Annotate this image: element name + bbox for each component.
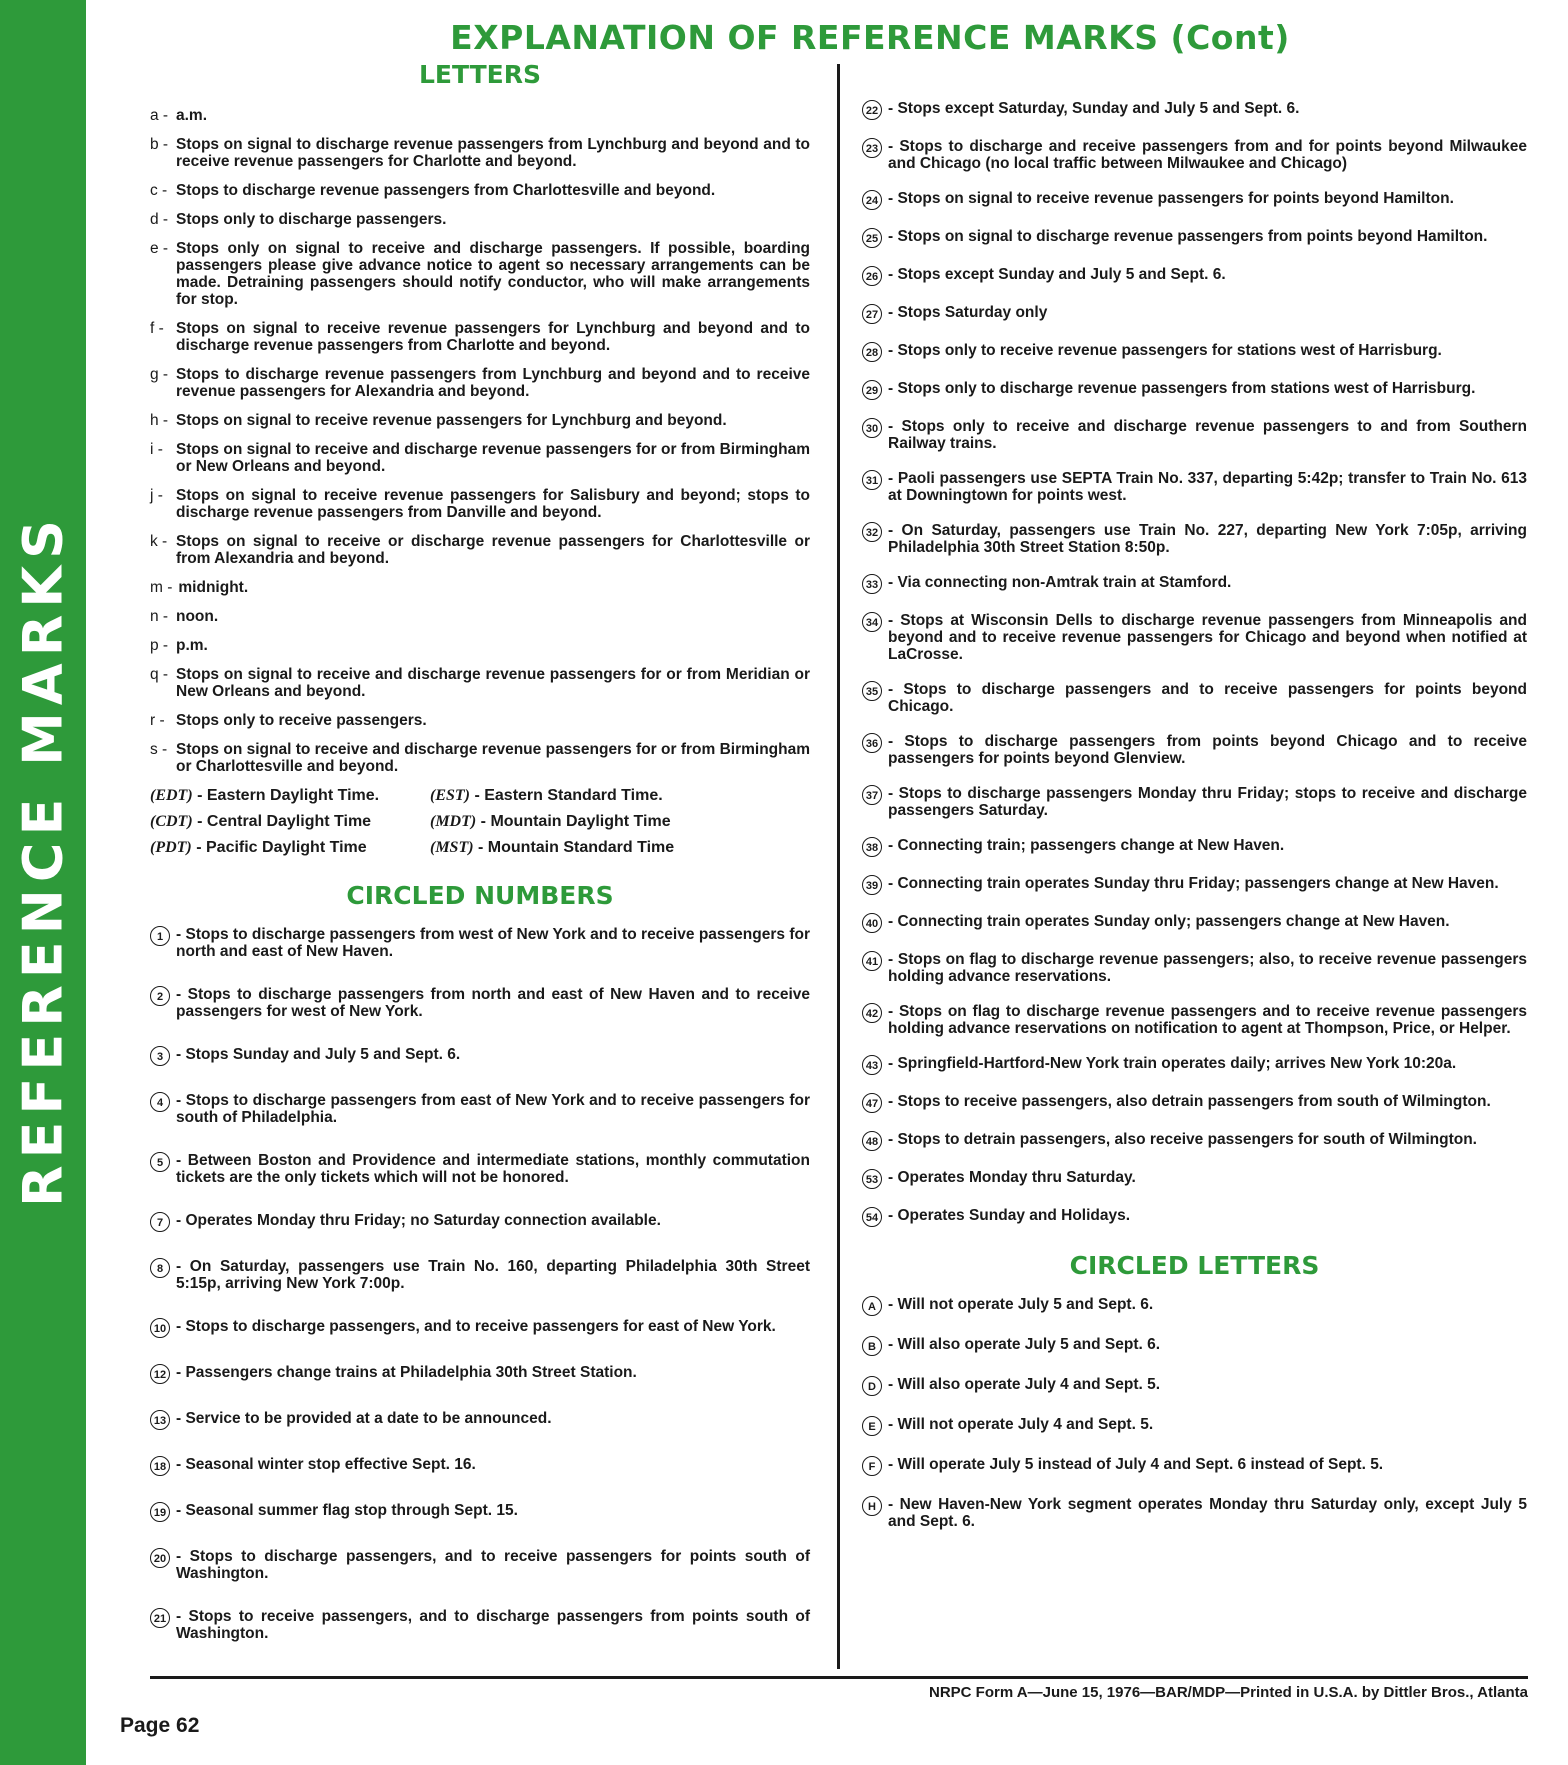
reference-mark-item [862, 1131, 1527, 1151]
mark-description: - Stops to discharge passengers, and to receive passengers for east of New York. [176, 1318, 776, 1335]
circled-mark: 7 [150, 1212, 170, 1232]
circled-mark: 34 [862, 612, 882, 632]
circled-mark: 20 [150, 1548, 170, 1568]
letter-mark: i - [150, 441, 163, 458]
mark-description: - New Haven-New York segment operates Monday thru Saturday only, except July 5 and Sept. 6. [888, 1496, 1527, 1530]
circled-mark: 8 [150, 1258, 170, 1278]
circled-mark: D [862, 1376, 882, 1396]
mark-description: - Operates Sunday and Holidays. [888, 1207, 1131, 1224]
mark-description: - Stops only to discharge revenue passengers from stations west of Harrisburg. [888, 380, 1476, 397]
reference-mark-item [862, 1055, 1527, 1075]
mark-description: - Connecting train operates Sunday thru Friday; passengers change at New Haven. [888, 875, 1499, 892]
letter-mark: f - [150, 320, 164, 337]
timezone-row [150, 839, 810, 857]
mark-wrapper [862, 190, 882, 210]
reference-mark-item [862, 1376, 1527, 1396]
mark-wrapper [862, 1131, 882, 1151]
mark-wrapper [150, 1364, 170, 1384]
circled-mark: 29 [862, 380, 882, 400]
reference-mark-item [150, 320, 810, 354]
mark-description: Stops only to receive passengers. [176, 712, 427, 729]
circled-mark: 27 [862, 304, 882, 324]
mark-description: - Stops on signal to discharge revenue passengers from points beyond Hamilton. [888, 228, 1488, 245]
mark-wrapper [150, 1258, 170, 1278]
mark-description: - Springfield-Hartford-New York train operates daily; arrives New York 10:20a. [888, 1055, 1457, 1072]
mark-description: Stops on signal to receive and discharge revenue passengers for or from Birmingham or New Orleans and beyond. [176, 441, 810, 475]
letter-mark: b - [150, 136, 169, 153]
mark-description: - Service to be provided at a date to be announced. [176, 1410, 552, 1427]
circled-mark: 41 [862, 951, 882, 971]
reference-mark-item [150, 240, 810, 308]
circled-mark: 28 [862, 342, 882, 362]
mark-wrapper [150, 1410, 170, 1430]
reference-mark-item [150, 441, 810, 475]
left-column [150, 60, 810, 1668]
mark-wrapper [862, 1003, 882, 1023]
reference-mark-item [862, 228, 1527, 248]
mark-description: - Connecting train; passengers change at New Haven. [888, 837, 1285, 854]
letters-heading: LETTERS [418, 60, 542, 89]
mark-description: - Stops to receive passengers, also detrain passengers from south of Wilmington. [888, 1093, 1491, 1110]
mark-description: - Stops except Saturday, Sunday and July 5 and Sept. 6. [888, 100, 1300, 117]
mark-description: - Stops on flag to discharge revenue passengers and to receive revenue passengers holding advance reservations on notification to agent at Thompson, Price, or Helper. [888, 1003, 1527, 1037]
mark-wrapper [862, 100, 882, 120]
mark-description: - Stops on flag to discharge revenue passengers; also, to receive revenue passengers holding advance reservations. [888, 951, 1527, 985]
letter-mark: a - [150, 107, 169, 124]
reference-mark-item [862, 1456, 1527, 1476]
mark-wrapper [150, 1456, 170, 1476]
circled-mark: 25 [862, 228, 882, 248]
reference-mark-item [150, 1548, 810, 1582]
mark-wrapper [862, 733, 882, 753]
circled-mark: 54 [862, 1207, 882, 1227]
mark-description: - Will operate July 5 instead of July 4 and Sept. 6 instead of Sept. 5. [888, 1456, 1384, 1473]
mark-description: - Will not operate July 4 and Sept. 5. [888, 1416, 1154, 1433]
circled-numbers-right-list [862, 100, 1527, 1227]
mark-description: Stops on signal to receive revenue passengers for Lynchburg and beyond. [176, 412, 727, 429]
reference-mark-item [150, 412, 810, 429]
mark-wrapper [862, 1169, 882, 1189]
circled-mark: 35 [862, 681, 882, 701]
reference-mark-item [862, 470, 1527, 504]
circled-letters-heading: CIRCLED LETTERS [1069, 1251, 1320, 1280]
mark-description: - Stops to discharge passengers from west of New York and to receive passengers for north and east of New Haven. [176, 926, 810, 960]
mark-wrapper [150, 1152, 170, 1172]
letter-mark: q - [150, 666, 169, 683]
mark-description: - Stops to detrain passengers, also receive passengers for south of Wilmington. [888, 1131, 1477, 1148]
mark-description: Stops on signal to receive revenue passengers for Salisbury and beyond; stops to discharge revenue passengers from Danville and beyond. [176, 487, 810, 521]
mark-wrapper [862, 837, 882, 857]
mark-description: p.m. [176, 637, 208, 654]
mark-description: - Stops to receive passengers, and to discharge passengers from points south of Washington. [176, 1608, 810, 1642]
timezone-table [150, 787, 810, 857]
reference-mark-item [862, 837, 1527, 857]
mark-description: - Stops Sunday and July 5 and Sept. 6. [176, 1046, 461, 1063]
circled-mark: 30 [862, 418, 882, 438]
reference-mark-item [150, 1456, 810, 1476]
reference-mark-item [862, 1093, 1527, 1113]
mark-wrapper [150, 926, 170, 946]
circled-mark: 23 [862, 138, 882, 158]
circled-mark: E [862, 1416, 882, 1436]
mark-description: - Via connecting non-Amtrak train at Stamford. [888, 574, 1232, 591]
mark-wrapper [862, 522, 882, 542]
letter-mark: p - [150, 637, 169, 654]
mark-description: - Stops to discharge passengers and to receive passengers for points beyond Chicago. [888, 681, 1527, 715]
reference-mark-item [150, 1502, 810, 1522]
mark-description: - Stops on signal to receive revenue passengers for points beyond Hamilton. [888, 190, 1454, 207]
reference-mark-item [862, 875, 1527, 895]
mark-wrapper [862, 266, 882, 286]
mark-description: - Between Boston and Providence and intermediate stations, monthly commutation tickets are the only tickets which will not be honored. [176, 1152, 810, 1186]
circled-mark: 39 [862, 875, 882, 895]
circled-mark: 47 [862, 1093, 882, 1113]
right-column [862, 100, 1527, 1550]
circled-mark: 18 [150, 1456, 170, 1476]
reference-mark-item [150, 1092, 810, 1126]
letter-mark: n - [150, 608, 169, 625]
circled-mark: 24 [862, 190, 882, 210]
reference-mark-item [150, 487, 810, 521]
circled-mark: 2 [150, 986, 170, 1006]
mark-description: - Connecting train operates Sunday only; passengers change at New Haven. [888, 913, 1450, 930]
mark-wrapper [862, 418, 882, 438]
reference-mark-item [862, 1296, 1527, 1316]
mark-description: a.m. [176, 107, 208, 124]
reference-mark-item [150, 1152, 810, 1186]
reference-mark-item [862, 681, 1527, 715]
reference-mark-item [862, 380, 1527, 400]
letters-list [150, 107, 810, 775]
mark-wrapper [150, 986, 170, 1006]
mark-wrapper [862, 1207, 882, 1227]
letter-mark: r - [150, 712, 165, 729]
footer-rule [150, 1676, 1528, 1679]
mark-wrapper [862, 470, 882, 490]
mark-wrapper [150, 1212, 170, 1232]
circled-mark: F [862, 1456, 882, 1476]
mark-description: - Paoli passengers use SEPTA Train No. 337, departing 5:42p; transfer to Train No. 613 at Downingtown for points west. [888, 470, 1527, 504]
mark-description: - Stops except Sunday and July 5 and Sept. 6. [888, 266, 1226, 283]
mark-description: - On Saturday, passengers use Train No. 160, departing Philadelphia 30th Street 5:15p, arriving New York 7:00p. [176, 1258, 810, 1292]
mark-wrapper [862, 1376, 882, 1396]
reference-mark-item [150, 1258, 810, 1292]
letter-mark: d - [150, 211, 169, 228]
circled-numbers-heading: CIRCLED NUMBERS [346, 881, 614, 910]
letter-mark: j - [150, 487, 163, 504]
mark-description: - On Saturday, passengers use Train No. 227, departing New York 7:05p, arriving Philadelphia 30th Street Station 8:50p. [888, 522, 1527, 556]
circled-mark: 12 [150, 1364, 170, 1384]
mark-wrapper [862, 342, 882, 362]
mark-description: Stops on signal to receive and discharge revenue passengers for or from Meridian or New Orleans and beyond. [176, 666, 810, 700]
reference-mark-item [150, 1364, 810, 1384]
mark-description: Stops on signal to receive and discharge revenue passengers for or from Birmingham or Charlottesville and beyond. [176, 741, 810, 775]
mark-wrapper [862, 228, 882, 248]
reference-mark-item [150, 579, 810, 596]
sidebar-title: REFERENCE MARKS [11, 512, 75, 1208]
mark-description: - Will also operate July 4 and Sept. 5. [888, 1376, 1161, 1393]
mark-wrapper [862, 785, 882, 805]
mark-wrapper [862, 1336, 882, 1356]
mark-description: midnight. [178, 579, 249, 596]
mark-wrapper [150, 1608, 170, 1628]
circled-mark: 31 [862, 470, 882, 490]
reference-mark-item [150, 608, 810, 625]
reference-mark-item [862, 100, 1527, 120]
circled-mark: 26 [862, 266, 882, 286]
circled-mark: 37 [862, 785, 882, 805]
mark-description: Stops on signal to receive or discharge revenue passengers for Charlottesville or from Alexandria and beyond. [176, 533, 810, 567]
reference-mark-item [150, 1410, 810, 1430]
letter-mark: c - [150, 182, 168, 199]
mark-description: - Stops only to receive revenue passengers for stations west of Harrisburg. [888, 342, 1442, 359]
reference-mark-item [150, 107, 810, 124]
mark-wrapper [862, 138, 882, 158]
mark-wrapper [862, 1496, 882, 1516]
circled-mark: 53 [862, 1169, 882, 1189]
mark-description: - Stops at Wisconsin Dells to discharge revenue passengers from Minneapolis and beyond and to receive revenue passengers for Chicago and beyond when notified at LaCrosse. [888, 612, 1527, 663]
reference-mark-item [150, 211, 810, 228]
reference-mark-item [862, 342, 1527, 362]
reference-mark-item [150, 366, 810, 400]
mark-description: Stops only on signal to receive and discharge passengers. If possible, boarding passengers please give advance notice to agent so necessary arrangements can be made. Detraining passengers should notify conductor, who will make arrangements for stop. [176, 240, 810, 308]
page-title: EXPLANATION OF REFERENCE MARKS (Cont) [450, 18, 1290, 57]
circled-mark: 5 [150, 1152, 170, 1172]
column-divider [837, 64, 840, 1669]
mark-wrapper [862, 681, 882, 701]
letter-mark: k - [150, 533, 168, 550]
mark-description: - Stops Saturday only [888, 304, 1048, 321]
circled-mark: 1 [150, 926, 170, 946]
circled-mark: 19 [150, 1502, 170, 1522]
mark-description: - Stops to discharge and receive passengers from and for points beyond Milwaukee and Chicago (no local traffic between Milwaukee and Chicago) [888, 138, 1527, 172]
circled-mark: 43 [862, 1055, 882, 1075]
circled-mark: 40 [862, 913, 882, 933]
reference-mark-item [150, 1212, 810, 1232]
mark-description: - Stops to discharge passengers, and to receive passengers for points south of Washington. [176, 1548, 810, 1582]
mark-wrapper [150, 1502, 170, 1522]
reference-mark-item [862, 913, 1527, 933]
circled-mark: 48 [862, 1131, 882, 1151]
reference-mark-item [150, 1608, 810, 1642]
mark-description: Stops on signal to discharge revenue passengers from Lynchburg and beyond and to receive revenue passengers for Charlotte and beyond. [176, 136, 810, 170]
mark-wrapper [862, 951, 882, 971]
letter-mark: h - [150, 412, 169, 429]
mark-description: Stops on signal to receive revenue passengers for Lynchburg and beyond and to discharge revenue passengers from Charlotte and beyond. [176, 320, 810, 354]
reference-mark-item [150, 136, 810, 170]
mark-description: - Will also operate July 5 and Sept. 6. [888, 1336, 1161, 1353]
reference-mark-item [150, 926, 810, 960]
circled-mark: 21 [150, 1608, 170, 1628]
mark-description: - Stops to discharge passengers from east of New York and to receive passengers for south of Philadelphia. [176, 1092, 810, 1126]
timezone-entry: (MDT) - Mountain Daylight Time [430, 813, 671, 830]
reference-mark-item [862, 1416, 1527, 1436]
reference-mark-item [862, 785, 1527, 819]
mark-wrapper [862, 574, 882, 594]
reference-mark-item [862, 1336, 1527, 1356]
circled-mark: 36 [862, 733, 882, 753]
mark-wrapper [862, 1055, 882, 1075]
circled-mark: 3 [150, 1046, 170, 1066]
reference-mark-item [862, 266, 1527, 286]
mark-description: - Seasonal winter stop effective Sept. 16. [176, 1456, 476, 1473]
footer-imprint: NRPC Form A—June 15, 1976—BAR/MDP—Printed in U.S.A. by Dittler Bros., Atlanta [929, 1684, 1528, 1701]
timezone-entry: (PDT) - Pacific Daylight Time [150, 839, 367, 856]
reference-mark-item [862, 951, 1527, 985]
mark-description: - Operates Monday thru Saturday. [888, 1169, 1136, 1186]
reference-mark-item [150, 533, 810, 567]
circled-mark: 33 [862, 574, 882, 594]
mark-wrapper [862, 304, 882, 324]
reference-mark-item [862, 1207, 1527, 1227]
circled-mark: 4 [150, 1092, 170, 1112]
mark-description: Stops only to discharge passengers. [176, 211, 447, 228]
mark-wrapper [862, 1416, 882, 1436]
mark-wrapper [862, 1093, 882, 1113]
reference-mark-item [150, 741, 810, 775]
reference-mark-item [150, 182, 810, 199]
mark-wrapper [150, 1092, 170, 1112]
timezone-entry: (EST) - Eastern Standard Time. [430, 787, 663, 804]
mark-description: - Passengers change trains at Philadelphia 30th Street Station. [176, 1364, 637, 1381]
reference-mark-item [150, 666, 810, 700]
reference-mark-item [862, 733, 1527, 767]
circled-numbers-left-list [150, 926, 810, 1642]
timezone-row [150, 787, 810, 805]
circled-mark: 32 [862, 522, 882, 542]
reference-mark-item [862, 304, 1527, 324]
sidebar-band [0, 0, 86, 1765]
mark-description: Stops to discharge revenue passengers from Charlottesville and beyond. [176, 182, 716, 199]
circled-mark: 10 [150, 1318, 170, 1338]
reference-mark-item [150, 712, 810, 729]
reference-mark-item [862, 190, 1527, 210]
mark-description: - Will not operate July 5 and Sept. 6. [888, 1296, 1154, 1313]
mark-description: - Stops to discharge passengers Monday thru Friday; stops to receive and discharge passengers Saturday. [888, 785, 1527, 819]
mark-description: Stops to discharge revenue passengers from Lynchburg and beyond and to receive revenue passengers for Alexandria and beyond. [176, 366, 810, 400]
circled-mark: 38 [862, 837, 882, 857]
circled-mark: 42 [862, 1003, 882, 1023]
timezone-row [150, 813, 810, 831]
timezone-entry: (MST) - Mountain Standard Time [430, 839, 675, 856]
reference-mark-item [150, 1046, 810, 1066]
mark-wrapper [862, 380, 882, 400]
letter-mark: g - [150, 366, 169, 383]
circled-mark: 13 [150, 1410, 170, 1430]
reference-mark-item [862, 612, 1527, 663]
reference-mark-item [150, 986, 810, 1020]
reference-mark-item [862, 1169, 1527, 1189]
mark-wrapper [862, 875, 882, 895]
timezone-entry: (CDT) - Central Daylight Time [150, 813, 372, 830]
letter-mark: m - [150, 579, 173, 596]
mark-description: - Stops to discharge passengers from points beyond Chicago and to receive passengers for points beyond Glenview. [888, 733, 1527, 767]
mark-description: - Stops only to receive and discharge revenue passengers to and from Southern Railway trains. [888, 418, 1527, 452]
circled-mark: 22 [862, 100, 882, 120]
reference-mark-item [862, 1496, 1527, 1530]
mark-description: - Seasonal summer flag stop through Sept. 15. [176, 1502, 518, 1519]
mark-wrapper [862, 913, 882, 933]
circled-letters-list [862, 1296, 1527, 1530]
reference-mark-item [862, 522, 1527, 556]
mark-description: noon. [176, 608, 219, 625]
mark-wrapper [150, 1318, 170, 1338]
mark-description: - Stops to discharge passengers from north and east of New Haven and to receive passengers for west of New York. [176, 986, 810, 1020]
mark-wrapper [150, 1548, 170, 1568]
letter-mark: e - [150, 240, 169, 257]
mark-wrapper [862, 1456, 882, 1476]
circled-mark: A [862, 1296, 882, 1316]
mark-wrapper [150, 1046, 170, 1066]
reference-mark-item [862, 1003, 1527, 1037]
mark-description: - Operates Monday thru Friday; no Saturday connection available. [176, 1212, 661, 1229]
circled-mark: B [862, 1336, 882, 1356]
reference-mark-item [150, 1318, 810, 1338]
timezone-entry: (EDT) - Eastern Daylight Time. [150, 787, 380, 804]
reference-mark-item [150, 637, 810, 654]
reference-mark-item [862, 418, 1527, 452]
page-number: Page 62 [120, 1714, 200, 1737]
circled-mark: H [862, 1496, 882, 1516]
reference-mark-item [862, 138, 1527, 172]
letter-mark: s - [150, 741, 168, 758]
mark-wrapper [862, 1296, 882, 1316]
reference-mark-item [862, 574, 1527, 594]
mark-wrapper [862, 612, 882, 632]
